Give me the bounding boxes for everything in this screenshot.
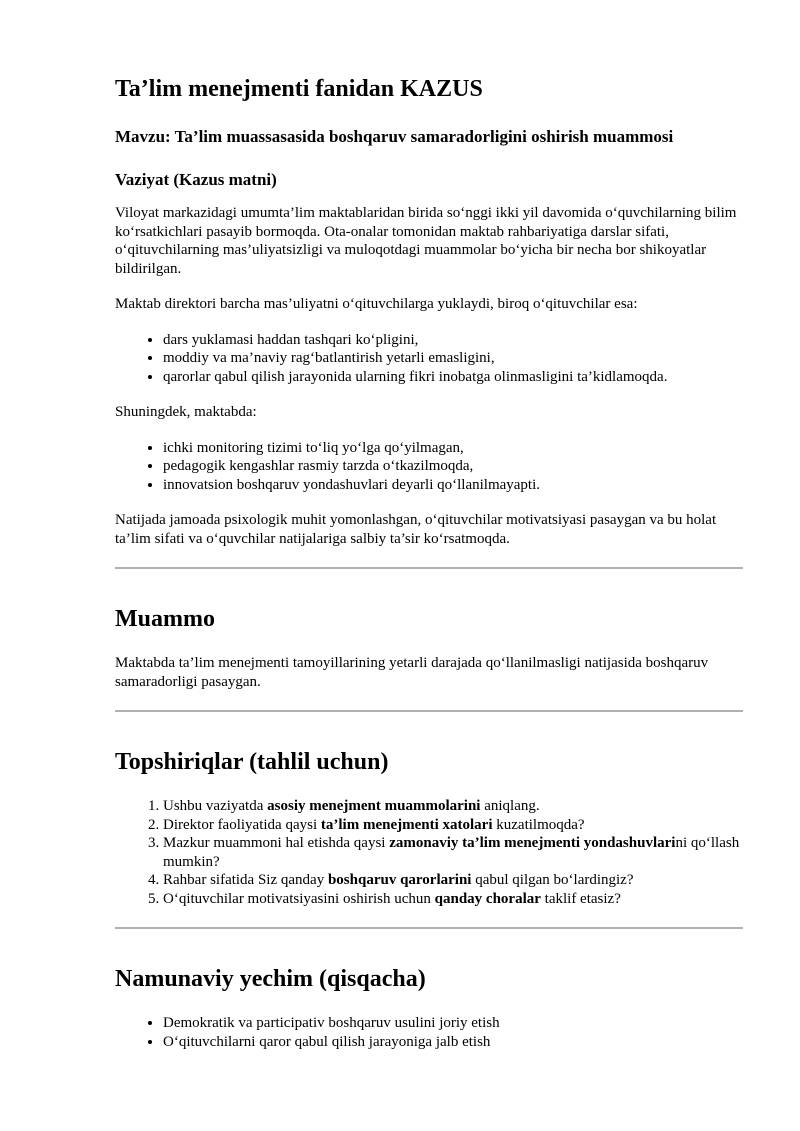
problem-text: Maktabda ta’lim menejmenti tamoyillarining yetarli darajada qo‘llanilmasligi natijasida boshqaruv samaradorligi pasaygan. xyxy=(115,655,709,690)
document-page xyxy=(115,74,743,1051)
tasks-list xyxy=(115,797,743,908)
task-item: 3. Mazkur muammoni hal etishda qaysi zamonaviy ta’lim menejmenti yondashuvlarini qo‘llash mumkin? xyxy=(163,834,743,871)
tasks-heading: Topshiriqlar (tahlil uchun) xyxy=(115,749,389,775)
solutions-list xyxy=(115,1014,743,1051)
situation-paragraph-4: Natijada jamoada psixologik muhit yomonlashgan, o‘qituvchilar motivatsiyasi pasaygan va bu holat ta’lim sifati va o‘quvchilar natijalariga salbiy ta’sir ko‘rsatmoqda. xyxy=(115,512,717,547)
list-item: • dars yuklamasi haddan tashqari ko‘pligini, xyxy=(163,331,743,350)
situation-heading: Vaziyat (Kazus matni) xyxy=(115,170,277,189)
task-item: 4. Rahbar sifatida Siz qanday boshqaruv qarorlarini qabul qilgan bo‘lardingiz? xyxy=(163,871,743,890)
task-item: 2. Direktor faoliyatida qaysi ta’lim menejmenti xatolari kuzatilmoqda? xyxy=(163,816,743,835)
problem-heading: Muammo xyxy=(115,606,215,632)
section-divider xyxy=(115,927,743,929)
section-divider xyxy=(115,710,743,712)
solution-heading: Namunaviy yechim (qisqacha) xyxy=(115,966,426,992)
list-item: • Demokratik va participativ boshqaruv usulini joriy etish xyxy=(163,1014,743,1033)
topic-heading: Mavzu: Ta’lim muassasasida boshqaruv samaradorligini oshirish muammosi xyxy=(115,127,674,146)
situation-paragraph-1: Viloyat markazidagi umumta’lim maktablaridan birida so‘nggi ikki yil davomida o‘quvchilarning bilim ko‘rsatkichlari pasayib bormoqda. Ota-onalar tomonidan maktab rahbariyatiga darslar sifati, o‘qituvchilarning mas’uliyatsizligi va muloqotdagi muammolar bo‘yicha bir necha bor shikoyatlar bildirilgan. xyxy=(115,205,737,277)
school-issues-list xyxy=(115,439,743,495)
task-item: 5. O‘qituvchilar motivatsiyasini oshirish uchun qanday choralar taklif etasiz? xyxy=(163,890,743,909)
situation-paragraph-2: Maktab direktori barcha mas’uliyatni o‘qituvchilarga yuklaydi, biroq o‘qituvchilar esa: xyxy=(115,296,638,312)
list-item: • O‘qituvchilarni qaror qabul qilish jarayoniga jalb etish xyxy=(163,1033,743,1052)
list-item: • ichki monitoring tizimi to‘liq yo‘lga qo‘yilmagan, xyxy=(163,439,743,458)
situation-paragraph-3: Shuningdek, maktabda: xyxy=(115,404,257,420)
section-divider xyxy=(115,567,743,569)
list-item: • moddiy va ma’naviy rag‘batlantirish yetarli emasligini, xyxy=(163,349,743,368)
teacher-claims-list xyxy=(115,331,743,387)
list-item: • pedagogik kengashlar rasmiy tarzda o‘tkazilmoqda, xyxy=(163,457,743,476)
list-item: • qarorlar qabul qilish jarayonida ularning fikri inobatga olinmasligini ta’kidlamoqda. xyxy=(163,368,743,387)
task-item: 1. Ushbu vaziyatda asosiy menejment muammolarini aniqlang. xyxy=(163,797,743,816)
list-item: • innovatsion boshqaruv yondashuvlari deyarli qo‘llanilmayapti. xyxy=(163,476,743,495)
document-title: Ta’lim menejmenti fanidan KAZUS xyxy=(115,76,483,102)
